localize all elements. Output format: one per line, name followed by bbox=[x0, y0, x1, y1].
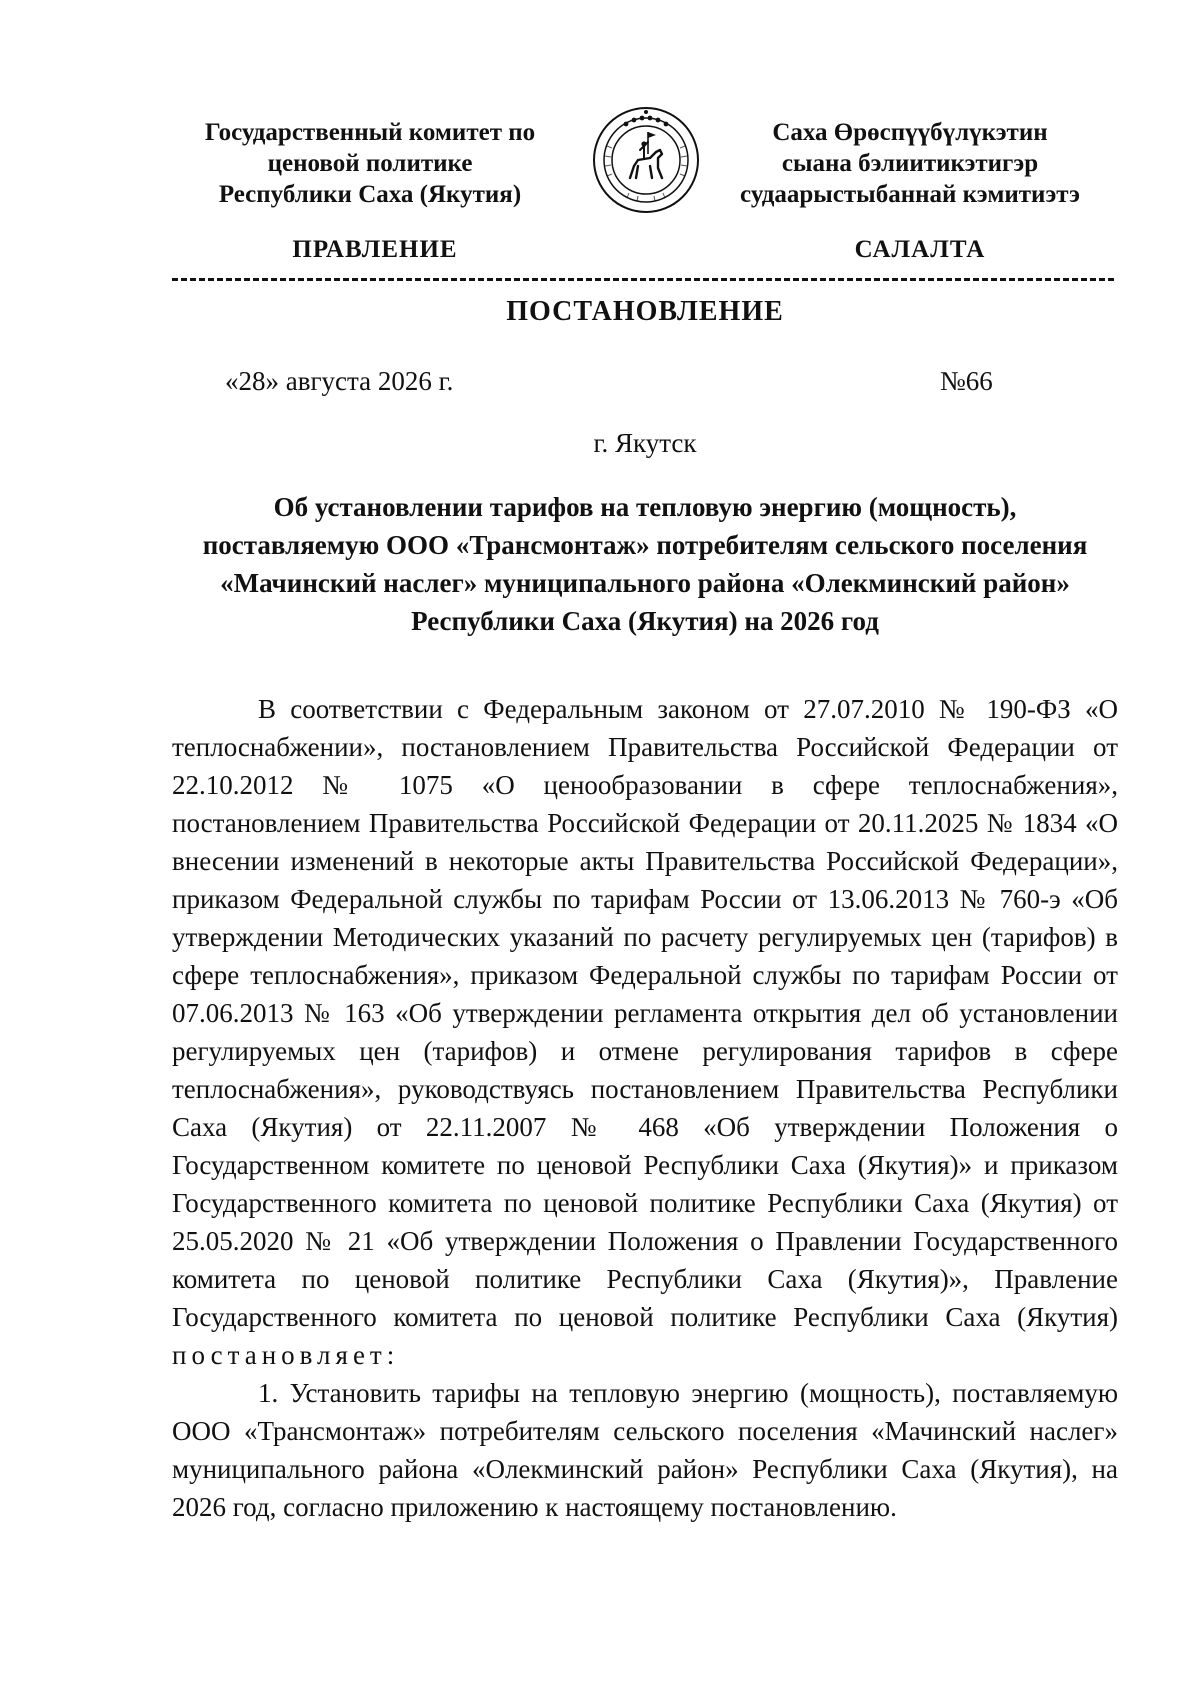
document-title bbox=[172, 488, 1118, 640]
decides-word: постановляет: bbox=[172, 1340, 400, 1370]
preamble-text: В соответствии с Федеральным законом от 27.07.2010 № 190-ФЗ «О теплоснабжении», постановлением Правительства Российской Федерации от 22.10.2012 № 1075 «О ценообразовании в сфере теплоснабжения», постановлением Правительства Российской Федерации от 20.11.2025 № 1834 «О внесении изменений в некоторые акты Правительства Российской Федерации», приказом Федеральной службы по тарифам России от 13.06.2013 № 760-э «Об утверждении Методических указаний по расчету регулируемых цен (тарифов) в сфере теплоснабжения», приказом Федеральной службы по тарифам России от 07.06.2013 № 163 «Об утверждении регламента открытия дел об установлении регулируемых цен (тарифов) и отмене регулирования тарифов в сфере теплоснабжения», руководствуясь постановлением Правительства Республики Саха (Якутия) от 22.11.2007 № 468 «Об утверждении Положения о Государственном комитете по ценовой Республики Саха (Якутия)» и приказом Государственного комитета по ценовой политике Республики Саха (Якутия) от 25.05.2020 № 21 «Об утверждении Положения о Правлении Государственного комитета по ценовой политике Республики Саха (Якутия)», Правление Государственного комитета по ценовой политике Республики Саха (Якутия) bbox=[172, 694, 1118, 1332]
title-line: Об установлении тарифов на тепловую энергию (мощность), bbox=[273, 492, 1017, 522]
board-label-russian: ПРАВЛЕНИЕ bbox=[292, 236, 458, 263]
document-number: №66 bbox=[940, 366, 993, 396]
header-left-line: Республики Саха (Якутия) bbox=[218, 181, 522, 208]
header-left-line: Государственный комитет по bbox=[204, 119, 536, 146]
document-date: «28» августа 2026 г. bbox=[225, 366, 454, 396]
header-right-yakut bbox=[710, 117, 1110, 210]
title-line: поставляемую ООО «Трансмонтаж» потребителям сельского поселения bbox=[202, 530, 1088, 560]
document-city: г. Якутск bbox=[593, 428, 697, 458]
header-right-line: судаарыстыбаннай кэмитиэтэ bbox=[740, 181, 1080, 208]
title-line: Республики Саха (Якутия) на 2026 год bbox=[411, 606, 879, 636]
preamble-paragraph bbox=[172, 690, 1118, 1374]
header-divider bbox=[172, 278, 1114, 281]
clause-1: 1. Установить тарифы на тепловую энергию (мощность), поставляемую ООО «Трансмонтаж» потребителям сельского поселения «Мачинский наслег» муниципального района «Олекминский район» Республики Саха (Якутия), на 2026 год, согласно приложению к настоящему постановлению. bbox=[172, 1378, 1118, 1522]
header-left-russian bbox=[170, 117, 570, 210]
title-line: «Мачинский наслег» муниципального района «Олекминский район» bbox=[220, 568, 1070, 598]
document-type: ПОСТАНОВЛЕНИЕ bbox=[506, 296, 784, 327]
header-right-line: сыана бэлиитикэтигэр bbox=[781, 150, 1039, 177]
board-label-yakut: САЛАЛТА bbox=[854, 236, 986, 263]
coat-of-arms-icon bbox=[592, 106, 700, 214]
document-body bbox=[172, 690, 1118, 1526]
header-left-line: ценовой политике bbox=[267, 150, 473, 177]
header-right-line: Саха Өрөспүүбүлүкэтин bbox=[772, 119, 1048, 146]
